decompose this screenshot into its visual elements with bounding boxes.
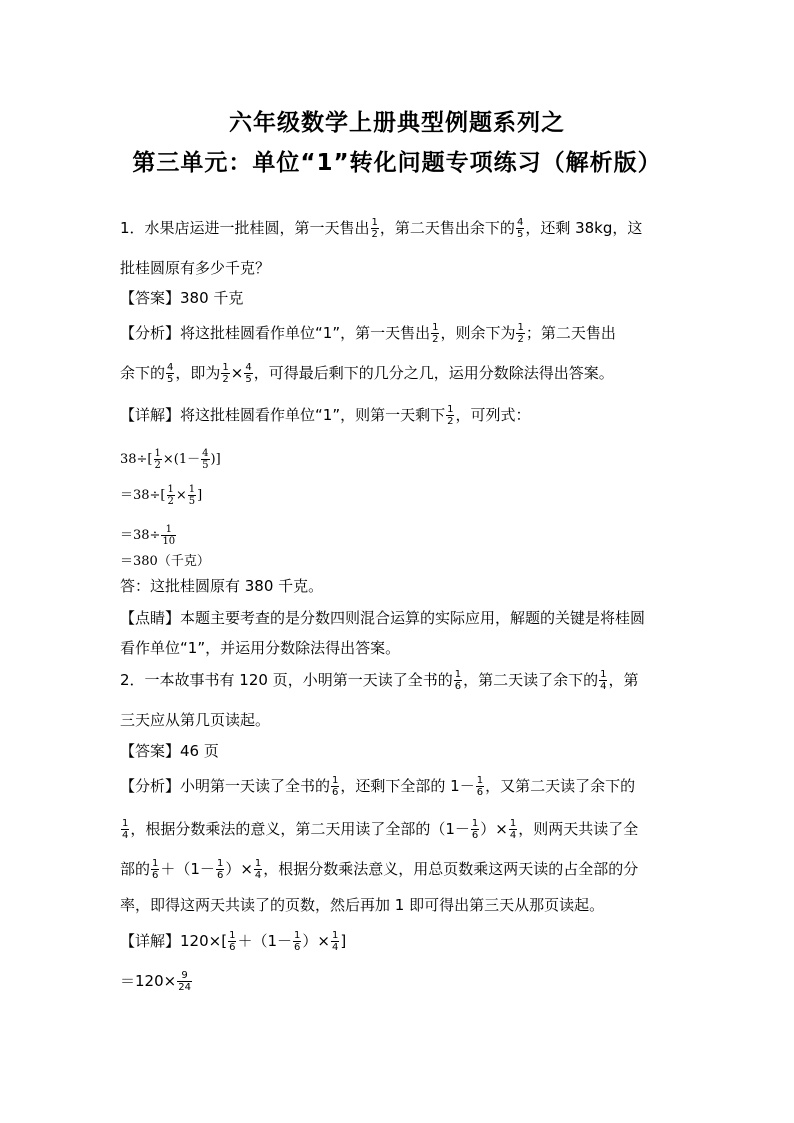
q2-analysis-line1: 【分析】小明第一天读了全书的 $\frac{1}{6}$ ，还剩下全部的 1－ $\frac{1}{6}$ ，又第二天读了余下的 <box>120 775 636 798</box>
q2-analysis-line3: 部的 $\frac{1}{6}$ ＋（1－ $\frac{1}{6}$ ）× $\frac{1}{4}$ ，根据分数乘法意义，用总页数乘这两天读的占全部的分 <box>120 858 639 881</box>
fraction: $\frac{4}{5}$ <box>245 362 252 385</box>
fraction: $\frac{4}{5}$ <box>167 362 174 385</box>
fraction: $\frac{1}{4}$ <box>122 818 129 841</box>
q1-math-step4: ＝380（千克） <box>120 554 210 569</box>
q1-math-step2: ＝38÷[ $\frac{1}{2}$ × $\frac{1}{5}$ ] <box>120 484 203 507</box>
q1-answer: 【答案】380 千克 <box>120 289 244 307</box>
fraction: $\frac{1}{6}$ <box>471 818 479 841</box>
q2-answer: 【答案】46 页 <box>120 742 219 760</box>
q2-analysis-line2: $\frac{1}{4}$ ，根据分数乘法的意义，第二天用读了全部的（1－ $\frac{1}{6}$ ）× $\frac{1}{4}$ ，则两天共读了全 <box>122 818 639 841</box>
q1-line1: 1．水果店运进一批桂圆，第一天售出 $\frac{1}{2}$ ，第二天售出余下的 $\frac{4}{5}$ ，还剩 38kg，这 <box>120 217 643 240</box>
fraction: $\frac{1}{4}$ <box>331 930 339 953</box>
q1-final-answer: 答：这批桂圆原有 380 千克。 <box>120 577 324 595</box>
q1-analysis-line1: 【分析】将这批桂圆看作单位“1”，第一天售出 $\frac{1}{2}$ ，则余下为 $\frac{1}{2}$ ；第二天售出 <box>120 322 616 345</box>
fraction: $\frac{1}{6}$ <box>229 930 236 953</box>
fraction: $\frac{1}{4}$ <box>254 858 262 881</box>
fraction: $\frac{9}{24}$ <box>178 970 191 993</box>
fraction: $\frac{4}{5}$ <box>516 217 524 240</box>
fraction: $\frac{1}{2}$ <box>222 362 229 385</box>
q2-detail-line2: ＝120× $\frac{9}{24}$ <box>120 970 191 993</box>
q1-line2: 批桂圆原有多少千克？ <box>120 259 271 277</box>
fraction: $\frac{1}{2}$ <box>154 448 161 471</box>
fraction: $\frac{1}{5}$ <box>188 484 196 507</box>
fraction: $\frac{4}{5}$ <box>202 448 209 471</box>
q2-analysis-line4: 率，即得这两天共读了的页数，然后再加 1 即可得出第三天从那页读起。 <box>120 896 605 914</box>
fraction: $\frac{1}{2}$ <box>517 322 524 345</box>
fraction: $\frac{1}{6}$ <box>454 669 462 692</box>
fraction: $\frac{1}{6}$ <box>216 858 224 881</box>
fraction: $\frac{1}{6}$ <box>152 858 159 881</box>
fraction: $\frac{1}{2}$ <box>371 217 378 240</box>
fraction: $\frac{1}{6}$ <box>476 775 484 798</box>
fraction: $\frac{1}{6}$ <box>293 930 301 953</box>
q2-line1: 2．一本故事书有 120 页，小明第一天读了全书的 $\frac{1}{6}$ ，第二天读了余下的 $\frac{1}{4}$ ，第 <box>120 669 639 692</box>
fraction: $\frac{1}{2}$ <box>167 484 174 507</box>
fraction: $\frac{1}{2}$ <box>447 404 454 427</box>
document-subtitle: 第三单元：单位“1”转化问题专项练习（解析版） <box>132 150 662 176</box>
fraction: $\frac{1}{6}$ <box>332 775 339 798</box>
q2-line2: 三天应从第几页读起。 <box>120 711 271 729</box>
q2-detail-line1: 【详解】120×[ $\frac{1}{6}$ ＋（1－ $\frac{1}{6}$ ）× $\frac{1}{4}$ ] <box>120 930 347 953</box>
fraction: $\frac{1}{4}$ <box>600 669 607 692</box>
fraction: $\frac{1}{2}$ <box>432 322 439 345</box>
fraction: $\frac{1}{10}$ <box>162 524 176 547</box>
q1-comment-line2: 看作单位“1”，并运用分数除法得出答案。 <box>120 639 401 657</box>
q1-comment-line1: 【点睛】本题主要考查的是分数四则混合运算的实际应用，解题的关键是将桂圆 <box>120 609 646 627</box>
q1-math-step3: ＝38÷ $\frac{1}{10}$ <box>120 524 176 547</box>
q1-detail-line1: 【详解】将这批桂圆看作单位“1”，则第一天剩下 $\frac{1}{2}$ ，可列式： <box>120 404 531 427</box>
document-title: 六年级数学上册典型例题系列之 <box>229 110 565 136</box>
fraction: $\frac{1}{4}$ <box>509 818 517 841</box>
q1-analysis-line2: 余下的 $\frac{4}{5}$ ，即为 $\frac{1}{2}$ × $\frac{4}{5}$ ，可得最后剩下的几分之几，运用分数除法得出答案。 <box>120 362 614 385</box>
q1-math-step1: 38÷[ $\frac{1}{2}$ ×(1－ $\frac{4}{5}$ )] <box>120 448 221 471</box>
